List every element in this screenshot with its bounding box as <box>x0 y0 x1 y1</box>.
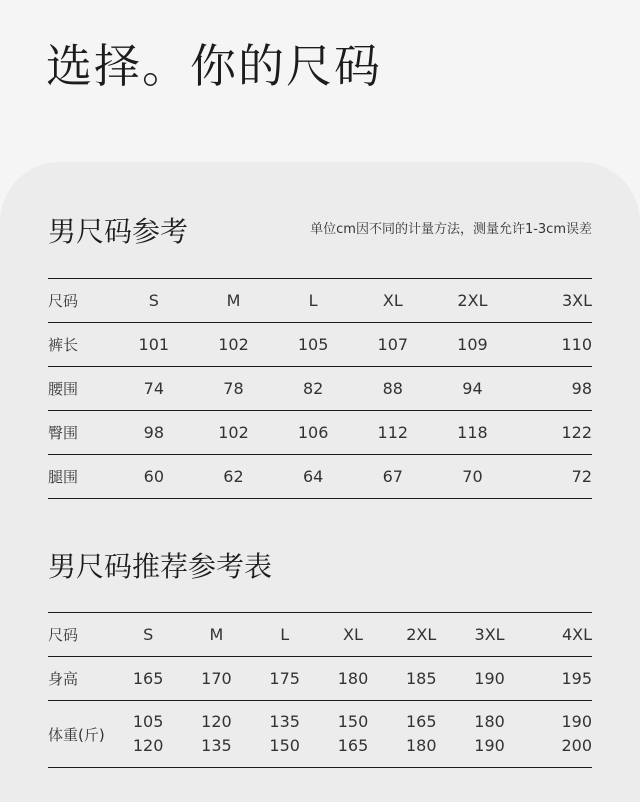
table-cell: 112 <box>353 411 433 455</box>
table-cell: 109 <box>433 323 513 367</box>
table-cell: 88 <box>353 367 433 411</box>
header-cell: L <box>273 279 353 323</box>
range-max: 165 <box>337 736 369 755</box>
table-cell: 74 <box>114 367 194 411</box>
header-cell: 4XL <box>524 613 592 657</box>
table-cell: 170 <box>182 657 250 701</box>
table-row <box>48 411 592 455</box>
table-row <box>48 455 592 499</box>
row-label: 腰围 <box>48 367 114 411</box>
row-label: 臀围 <box>48 411 114 455</box>
table-row <box>48 657 592 701</box>
weight-range-cell <box>114 701 182 768</box>
table-row <box>48 367 592 411</box>
table-cell: 118 <box>433 411 513 455</box>
table-header-row <box>48 279 592 323</box>
table-cell: 122 <box>512 411 592 455</box>
table-cell: 78 <box>194 367 274 411</box>
range-min: 120 <box>201 712 232 731</box>
table-cell: 70 <box>433 455 513 499</box>
range-min: 190 <box>561 712 592 731</box>
table-cell: 110 <box>512 323 592 367</box>
row-label: 腿围 <box>48 455 114 499</box>
table-cell: 105 <box>273 323 353 367</box>
range-max: 135 <box>201 736 232 755</box>
header-cell: 2XL <box>387 613 455 657</box>
range-max: 190 <box>474 736 505 755</box>
header-label: 尺码 <box>48 279 114 323</box>
header-cell: S <box>114 613 182 657</box>
table-cell: 60 <box>114 455 194 499</box>
range-min: 165 <box>405 712 437 731</box>
row-label: 裤长 <box>48 323 114 367</box>
table-header-row <box>48 613 592 657</box>
range-max: 200 <box>561 736 592 755</box>
table-cell: 98 <box>114 411 194 455</box>
header-cell: 2XL <box>433 279 513 323</box>
range-max: 120 <box>132 736 164 755</box>
weight-range-cell <box>319 701 387 768</box>
range-min: 150 <box>337 712 369 731</box>
size-recommendation-table <box>48 612 592 768</box>
table-cell: 101 <box>114 323 194 367</box>
table-cell: 62 <box>194 455 274 499</box>
range-max: 150 <box>269 736 300 755</box>
header-cell: M <box>182 613 250 657</box>
header-cell: 3XL <box>455 613 523 657</box>
table-cell: 107 <box>353 323 433 367</box>
table-cell: 82 <box>273 367 353 411</box>
table-cell: 190 <box>455 657 523 701</box>
table-cell: 106 <box>273 411 353 455</box>
table-cell: 67 <box>353 455 433 499</box>
range-min: 180 <box>474 712 505 731</box>
weight-range-cell <box>251 701 319 768</box>
table-cell: 72 <box>512 455 592 499</box>
weight-range-cell <box>524 701 592 768</box>
table-cell: 175 <box>251 657 319 701</box>
table-row <box>48 323 592 367</box>
table-cell: 102 <box>194 323 274 367</box>
page-title: 选择。你的尺码 <box>46 39 382 93</box>
size-recommendation-title: 男尺码推荐参考表 <box>48 550 273 583</box>
header-cell: L <box>251 613 319 657</box>
weight-range-cell <box>387 701 455 768</box>
table-cell: 195 <box>524 657 592 701</box>
size-reference-title: 男尺码参考 <box>48 215 189 248</box>
table-cell: 98 <box>512 367 592 411</box>
table-row <box>48 701 592 768</box>
row-label: 身高 <box>48 657 114 701</box>
weight-range-cell <box>455 701 523 768</box>
row-label: 体重(斤) <box>48 701 114 768</box>
weight-range-cell <box>182 701 250 768</box>
measurement-note: 单位cm因不同的计量方法，测量允许1-3cm误差 <box>310 222 592 237</box>
header-cell: XL <box>319 613 387 657</box>
header-cell: XL <box>353 279 433 323</box>
table-cell: 102 <box>194 411 274 455</box>
header-cell: 3XL <box>512 279 592 323</box>
table-cell: 64 <box>273 455 353 499</box>
range-min: 135 <box>269 712 300 731</box>
size-reference-table <box>48 278 592 499</box>
table-cell: 165 <box>114 657 182 701</box>
table-cell: 185 <box>387 657 455 701</box>
header-cell: M <box>194 279 274 323</box>
table-cell: 180 <box>319 657 387 701</box>
header-label: 尺码 <box>48 613 114 657</box>
header-cell: S <box>114 279 194 323</box>
table-cell: 94 <box>433 367 513 411</box>
range-max: 180 <box>405 736 437 755</box>
range-min: 105 <box>132 712 164 731</box>
